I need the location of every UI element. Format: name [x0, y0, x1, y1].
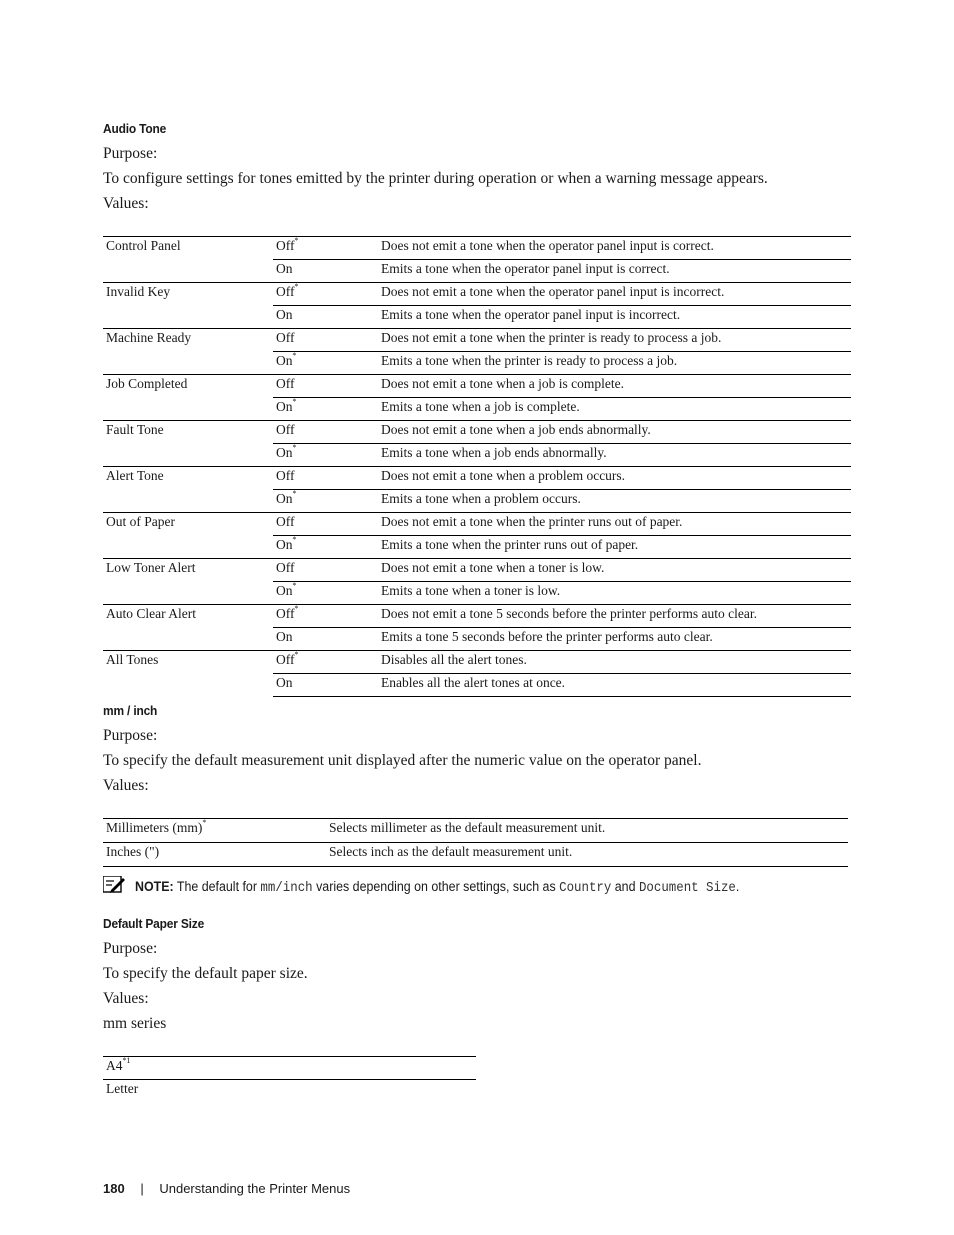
section-heading-audio-tone: Audio Tone: [103, 121, 167, 136]
note-label: NOTE:: [135, 879, 174, 894]
purpose-text: To specify the default paper size.: [103, 965, 308, 982]
description-cell: Does not emit a tone when a job is complete.: [378, 375, 851, 398]
setting-name-cell: Job Completed: [103, 375, 273, 421]
description-cell: Does not emit a tone when a toner is low.: [378, 559, 851, 582]
description-cell: Disables all the alert tones.: [378, 651, 851, 674]
section-heading-default-paper-size: Default Paper Size: [103, 916, 205, 931]
mm-inch-values-table: [103, 818, 848, 867]
table-row: [103, 651, 851, 674]
setting-name-cell: All Tones: [103, 651, 273, 697]
paper-size-values-table: [103, 1056, 476, 1102]
description-cell: Does not emit a tone when the operator panel input is incorrect.: [378, 283, 851, 306]
value-cell: On*: [273, 398, 378, 421]
value-cell: Off: [273, 375, 378, 398]
series-label: mm series: [103, 1015, 167, 1032]
purpose-label: Purpose:: [103, 940, 158, 957]
table-row: [103, 819, 848, 843]
table-row: [103, 375, 851, 398]
page-footer: [103, 1181, 350, 1196]
setting-name-cell: Alert Tone: [103, 467, 273, 513]
note-text: .: [735, 879, 740, 894]
table-row: [103, 559, 851, 582]
note-text: The default for: [176, 879, 257, 894]
setting-name-cell: Machine Ready: [103, 329, 273, 375]
description-cell: Emits a tone when a toner is low.: [378, 582, 851, 605]
table-row: [103, 1057, 476, 1080]
description-cell: Does not emit a tone when the printer runs out of paper.: [378, 513, 851, 536]
value-cell: On*: [273, 490, 378, 513]
setting-name-cell: Control Panel: [103, 237, 273, 283]
description-cell: Emits a tone when the operator panel input is incorrect.: [378, 306, 851, 329]
table-row: [103, 467, 851, 490]
note-text: and: [614, 879, 636, 894]
value-cell: On*: [273, 536, 378, 559]
chapter-title: Understanding the Printer Menus: [159, 1181, 351, 1196]
table-row: [103, 1080, 476, 1103]
value-cell: On: [273, 260, 378, 283]
description-cell: Emits a tone when the operator panel input is correct.: [378, 260, 851, 283]
value-cell: On: [273, 306, 378, 329]
footer-separator: |: [140, 1181, 144, 1196]
section-heading-mm-inch: mm / inch: [103, 703, 158, 718]
setting-name-cell: Low Toner Alert: [103, 559, 273, 605]
value-cell: On*: [273, 582, 378, 605]
description-cell: Does not emit a tone 5 seconds before the printer performs auto clear.: [378, 605, 851, 628]
audio-tone-values-table: [103, 236, 851, 697]
value-cell: Inches ("): [103, 843, 326, 867]
values-label: Values:: [103, 777, 149, 794]
table-row: [103, 843, 848, 867]
value-cell: Millimeters (mm)*: [103, 819, 326, 843]
table-row: [103, 329, 851, 352]
description-cell: Emits a tone when the printer is ready to process a job.: [378, 352, 851, 375]
value-cell: Off*: [273, 237, 378, 260]
description-cell: Selects millimeter as the default measurement unit.: [326, 819, 848, 843]
table-row: [103, 513, 851, 536]
description-cell: Emits a tone 5 seconds before the printer performs auto clear.: [378, 628, 851, 651]
description-cell: Does not emit a tone when a job ends abnormally.: [378, 421, 851, 444]
code-text: Country: [559, 881, 612, 896]
code-text: Document Size: [638, 881, 736, 896]
description-cell: Enables all the alert tones at once.: [378, 674, 851, 697]
value-cell: On: [273, 628, 378, 651]
value-cell: A4$^{*1}$: [103, 1057, 476, 1080]
setting-name-cell: Invalid Key: [103, 283, 273, 329]
setting-name-cell: Fault Tone: [103, 421, 273, 467]
value-cell: Letter: [103, 1080, 476, 1103]
value-cell: Off*: [273, 283, 378, 306]
value-cell: On: [273, 674, 378, 697]
note-callout: [103, 876, 792, 896]
note-text: varies depending on other settings, such as: [316, 879, 556, 894]
pencil-note-icon: [103, 876, 125, 894]
purpose-text: To configure settings for tones emitted by the printer during operation or when a warning message appears.: [103, 170, 768, 187]
value-cell: Off: [273, 513, 378, 536]
value-cell: Off*: [273, 651, 378, 674]
description-cell: Does not emit a tone when the operator panel input is correct.: [378, 237, 851, 260]
table-row: [103, 283, 851, 306]
purpose-text: To specify the default measurement unit displayed after the numeric value on the operator panel.: [103, 752, 702, 769]
value-cell: On*: [273, 352, 378, 375]
purpose-label: Purpose:: [103, 145, 158, 162]
code-text: mm/inch: [260, 881, 313, 896]
page-number: 180: [103, 1181, 125, 1196]
value-cell: Off: [273, 329, 378, 352]
description-cell: Emits a tone when a job is complete.: [378, 398, 851, 421]
description-cell: Does not emit a tone when the printer is ready to process a job.: [378, 329, 851, 352]
values-label: Values:: [103, 195, 149, 212]
value-cell: On*: [273, 444, 378, 467]
description-cell: Does not emit a tone when a problem occurs.: [378, 467, 851, 490]
setting-name-cell: Out of Paper: [103, 513, 273, 559]
value-cell: Off: [273, 421, 378, 444]
values-label: Values:: [103, 990, 149, 1007]
purpose-label: Purpose:: [103, 727, 158, 744]
description-cell: Emits a tone when the printer runs out of paper.: [378, 536, 851, 559]
value-cell: Off: [273, 467, 378, 490]
description-cell: Emits a tone when a job ends abnormally.: [378, 444, 851, 467]
description-cell: Selects inch as the default measurement unit.: [326, 843, 848, 867]
value-cell: Off: [273, 559, 378, 582]
value-cell: Off*: [273, 605, 378, 628]
table-row: [103, 421, 851, 444]
table-row: [103, 237, 851, 260]
table-row: [103, 605, 851, 628]
description-cell: Emits a tone when a problem occurs.: [378, 490, 851, 513]
setting-name-cell: Auto Clear Alert: [103, 605, 273, 651]
